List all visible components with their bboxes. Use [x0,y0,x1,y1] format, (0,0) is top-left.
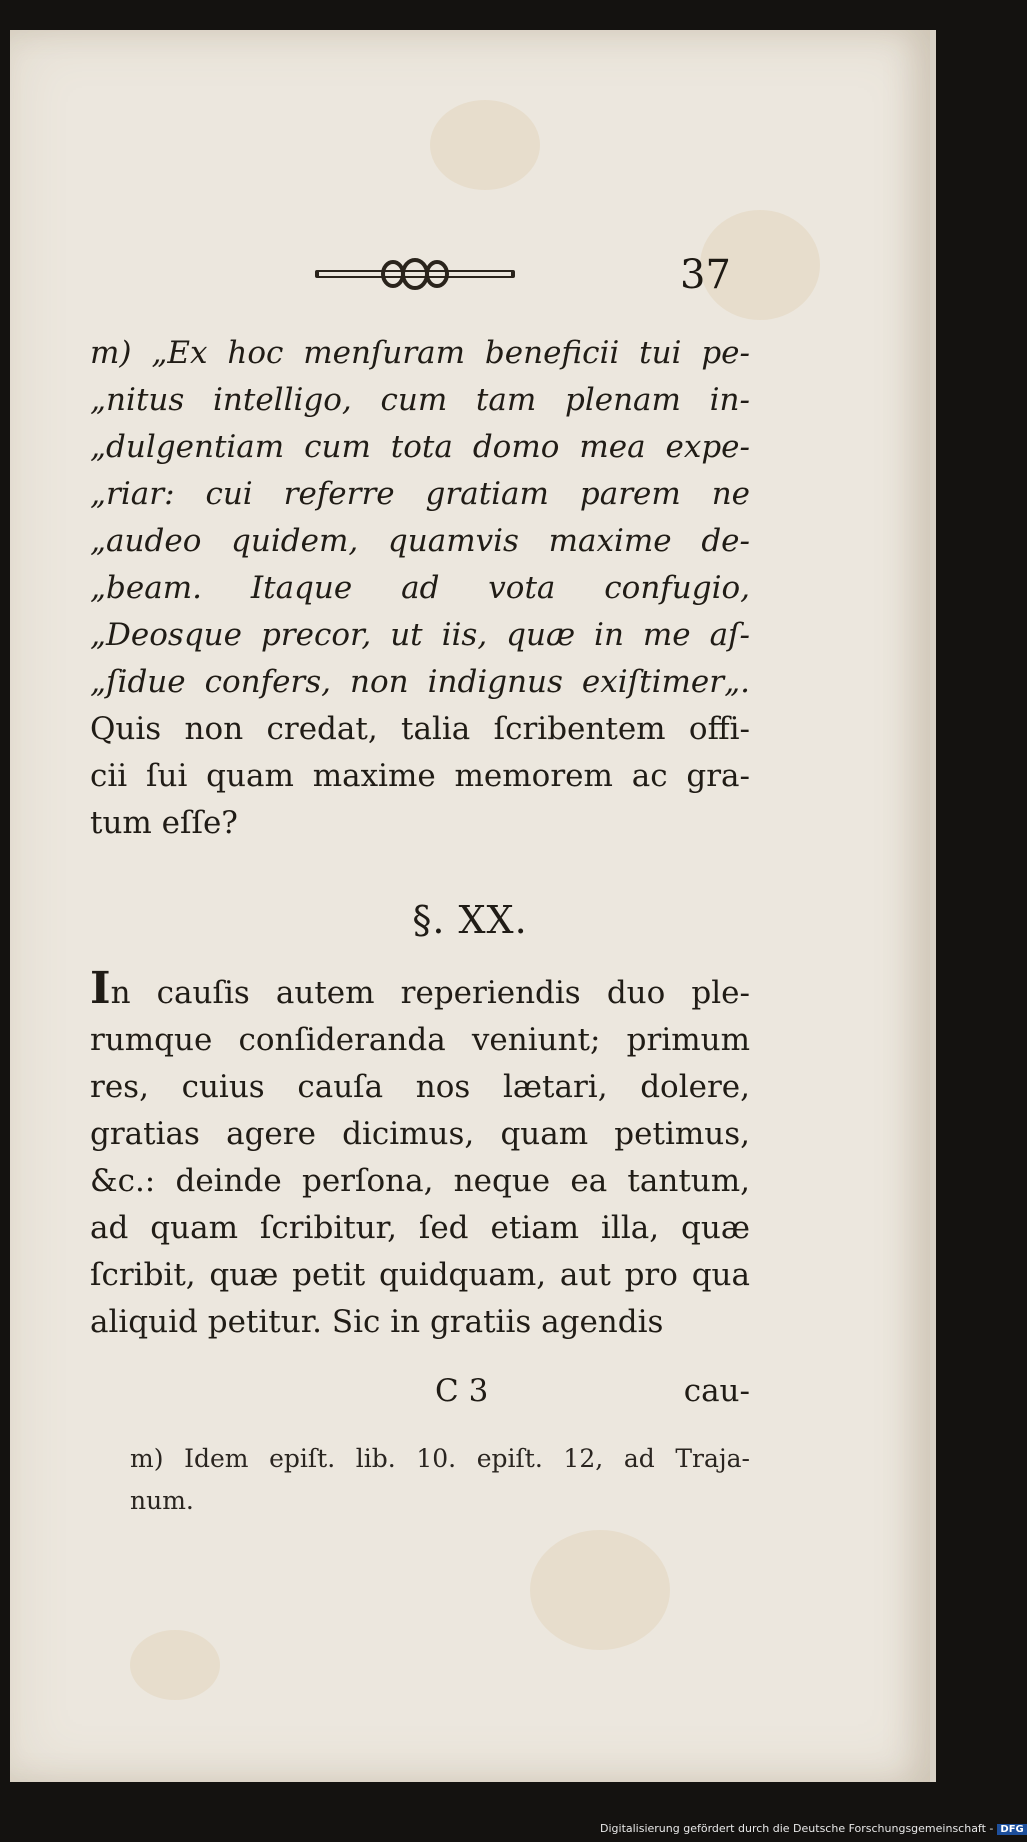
paper-stain [530,1530,670,1650]
text-line: „riar: cui referre gratiam parem ne [90,476,750,512]
page-number: 37 [680,252,731,298]
text-line: ad quam ſcribitur, ſed etiam illa, quæ [90,1210,750,1246]
footnote [130,1438,750,1522]
signature-line [90,1373,750,1420]
drop-cap: I [90,963,111,1014]
section-heading: §. XX. [412,898,528,942]
text-line: „dulgentiam cum tota domo mea expe- [90,429,750,465]
footnote-line: m) Idem epiſt. lib. 10. epiſt. 12, ad Traja- [130,1444,750,1473]
text-line: tum eſſe? [90,805,238,841]
text-line: gratias agere dicimus, quam petimus, [90,1116,750,1152]
text-line: cii ſui quam maxime memorem ac gra- [90,758,750,794]
dfg-logo: DFG [997,1824,1026,1835]
text-line: „nitus intelligo, cum tam plenam in- [90,382,750,418]
footnote-quotation-paragraph [90,330,750,847]
catchword: cau- [683,1373,750,1409]
text-line: res, cuius cauſa nos lætari, dolere, [90,1069,750,1105]
text-line: Quis non credat, talia ſcribentem offi- [90,711,750,747]
page-header [10,250,930,300]
section-paragraph [90,965,750,1346]
paragraph-first-line [90,965,750,1017]
text-line: ſcribit, quæ petit quidquam, aut pro qua [90,1257,750,1293]
credit-text: Digitalisierung gefördert durch die Deutsche Forschungsgemeinschaft - [600,1822,994,1835]
text-line: m) „Ex hoc menſuram beneficii tui pe- [90,335,750,371]
text-line: „Deosque precor, ut iis, quæ in me aſ- [90,617,750,653]
text-line: &c.: deinde perſona, neque ea tantum, [90,1163,750,1199]
text-line: aliquid petitur. Sic in gratiis agendis [90,1304,664,1340]
text-line: „ſidue confers, non indignus exiſtimer„. [90,664,750,700]
text-line: rumque conſideranda veniunt; primum [90,1022,750,1058]
digitization-credit [600,1822,1024,1842]
book-page [10,30,936,1782]
signature-mark: C 3 [435,1373,489,1409]
text-line: „beam. Itaque ad vota confugio, [90,570,750,606]
paper-stain [130,1630,220,1700]
first-line-text: n cauſis autem reperiendis duo ple- [110,975,750,1011]
footnote-line: num. [130,1486,194,1515]
text-line: „audeo quidem, quamvis maxime de- [90,523,750,559]
header-ornament [315,258,515,290]
paper-stain [430,100,540,190]
